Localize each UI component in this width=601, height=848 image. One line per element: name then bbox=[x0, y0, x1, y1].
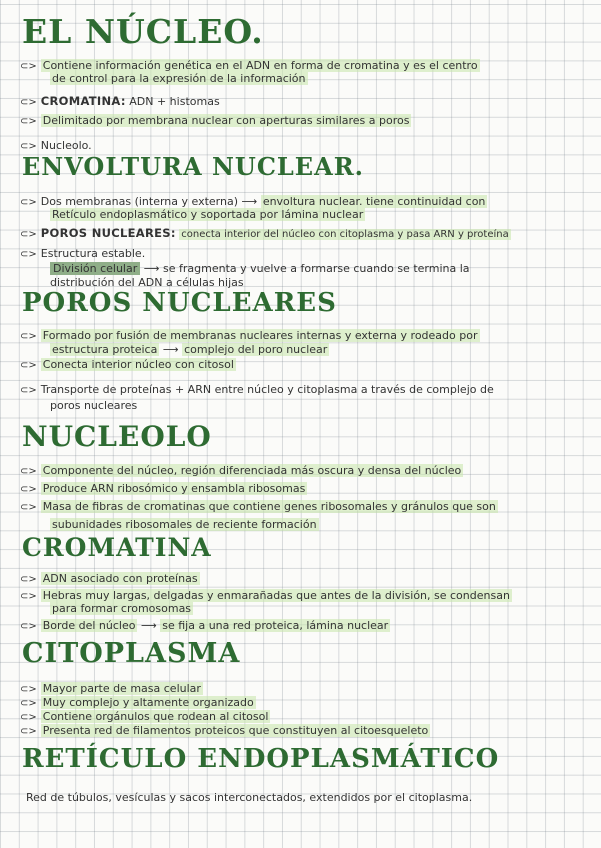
bullet-arrow-icon: ⊂> bbox=[20, 684, 37, 695]
nucleo-line-1b: de control para la expresión de la información bbox=[52, 72, 306, 85]
cromatina-line-2: ⊂> Hebras muy largas, delgadas y enmarañadas que antes de la división, se condensan bbox=[20, 589, 510, 602]
nucleo-line-1: ⊂> Contiene información genética en el ADN en forma de cromatina y es el centro bbox=[20, 59, 478, 72]
arrow-right-icon: ⟶ bbox=[241, 195, 258, 208]
heading-poros-nucleares: POROS NUCLEARES bbox=[22, 288, 337, 318]
poros-line-1b: estructura proteica ⟶ complejo del poro nuclear bbox=[52, 343, 328, 356]
bullet-arrow-icon: ⊂> bbox=[20, 712, 37, 723]
nucleo-line-4: ⊂> Nucleolo. bbox=[20, 139, 92, 152]
bullet-arrow-icon: ⊂> bbox=[20, 116, 37, 127]
arrow-right-icon: ⟶ bbox=[143, 262, 160, 275]
bullet-arrow-icon: ⊂> bbox=[20, 61, 37, 72]
bullet-arrow-icon: ⊂> bbox=[20, 197, 37, 208]
envoltura-line-4: División celular ⟶ se fragmenta y vuelve a formarse cuando se termina la bbox=[50, 263, 470, 274]
bullet-arrow-icon: ⊂> bbox=[20, 574, 37, 585]
citoplasma-line-1: ⊂> Mayor parte de masa celular bbox=[20, 682, 201, 695]
bullet-arrow-icon: ⊂> bbox=[20, 331, 37, 342]
nucleo-line-2: ⊂> CROMATINA: ADN + histomas bbox=[20, 94, 220, 108]
arrow-right-icon: ⟶ bbox=[162, 343, 179, 356]
envoltura-line-2: ⊂> POROS NUCLEARES: conecta interior del núcleo con citoplasma y pasa ARN y proteína bbox=[20, 226, 509, 240]
poros-line-2: ⊂> Conecta interior núcleo con citosol bbox=[20, 358, 234, 371]
arrow-right-icon: ⟶ bbox=[140, 619, 157, 632]
nucleolo-line-1: ⊂> Componente del núcleo, región diferenciada más oscura y densa del núcleo bbox=[20, 464, 462, 477]
bullet-arrow-icon: ⊂> bbox=[20, 466, 37, 477]
cromatina-line-1: ⊂> ADN asociado con proteínas bbox=[20, 572, 198, 585]
heading-nucleolo: NUCLEOLO bbox=[22, 420, 212, 453]
heading-cromatina: CROMATINA bbox=[22, 533, 212, 562]
heading-citoplasma: CITOPLASMA bbox=[22, 638, 241, 669]
bullet-arrow-icon: ⊂> bbox=[20, 97, 37, 108]
reticulo-line-1: Red de túbulos, vesículas y sacos interconectados, extendidos por el citoplasma. bbox=[26, 791, 473, 804]
nucleolo-line-3: ⊂> Masa de fibras de cromatinas que contiene genes ribosomales y gránulos que son bbox=[20, 500, 496, 513]
bullet-arrow-icon: ⊂> bbox=[20, 591, 37, 602]
bullet-arrow-icon: ⊂> bbox=[20, 698, 37, 709]
citoplasma-line-2: ⊂> Muy complejo y altamente organizado bbox=[20, 696, 254, 709]
bullet-arrow-icon: ⊂> bbox=[20, 360, 37, 371]
envoltura-line-3: ⊂> Estructura estable. bbox=[20, 247, 146, 260]
bullet-arrow-icon: ⊂> bbox=[20, 141, 37, 152]
heading-envoltura-nuclear: ENVOLTURA NUCLEAR. bbox=[22, 152, 365, 181]
heading-reticulo-endoplasmatico: RETÍCULO ENDOPLASMÁTICO bbox=[22, 744, 500, 774]
envoltura-line-1c: Retículo endoplasmático y soportada por lámina nuclear bbox=[52, 208, 364, 221]
poros-line-1: ⊂> Formado por fusión de membranas nucleares internas y externa y rodeado por bbox=[20, 329, 478, 342]
bullet-arrow-icon: ⊂> bbox=[20, 502, 37, 513]
bullet-arrow-icon: ⊂> bbox=[20, 621, 37, 632]
poros-line-3: ⊂> Transporte de proteínas + ARN entre núcleo y citoplasma a través de complejo de bbox=[20, 383, 494, 396]
bullet-arrow-icon: ⊂> bbox=[20, 726, 37, 737]
bullet-arrow-icon: ⊂> bbox=[20, 249, 37, 260]
heading-el-nucleo: EL NÚCLEO. bbox=[22, 12, 264, 51]
nucleo-line-3: ⊂> Delimitado por membrana nuclear con aperturas similares a poros bbox=[20, 114, 410, 127]
bullet-arrow-icon: ⊂> bbox=[20, 484, 37, 495]
poros-line-3b: poros nucleares bbox=[50, 399, 138, 412]
cromatina-line-3: ⊂> Borde del núcleo ⟶ se fija a una red proteica, lámina nuclear bbox=[20, 619, 389, 632]
nucleolo-line-3b: subunidades ribosomales de reciente formación bbox=[52, 518, 317, 531]
citoplasma-line-3: ⊂> Contiene orgánulos que rodean al citosol bbox=[20, 710, 269, 723]
cromatina-line-2b: para formar cromosomas bbox=[52, 602, 192, 615]
envoltura-line-1: ⊂> Dos membranas (interna y externa) ⟶ envoltura nuclear. tiene continuidad con bbox=[20, 195, 486, 208]
envoltura-line-4b: distribución del ADN a células hijas bbox=[50, 276, 244, 289]
citoplasma-line-4: ⊂> Presenta red de filamentos proteicos que constituyen al citoesqueleto bbox=[20, 724, 429, 737]
bullet-arrow-icon: ⊂> bbox=[20, 385, 37, 396]
bullet-arrow-icon: ⊂> bbox=[20, 229, 37, 240]
nucleolo-line-2: ⊂> Produce ARN ribosómico y ensambla ribosomas bbox=[20, 482, 306, 495]
